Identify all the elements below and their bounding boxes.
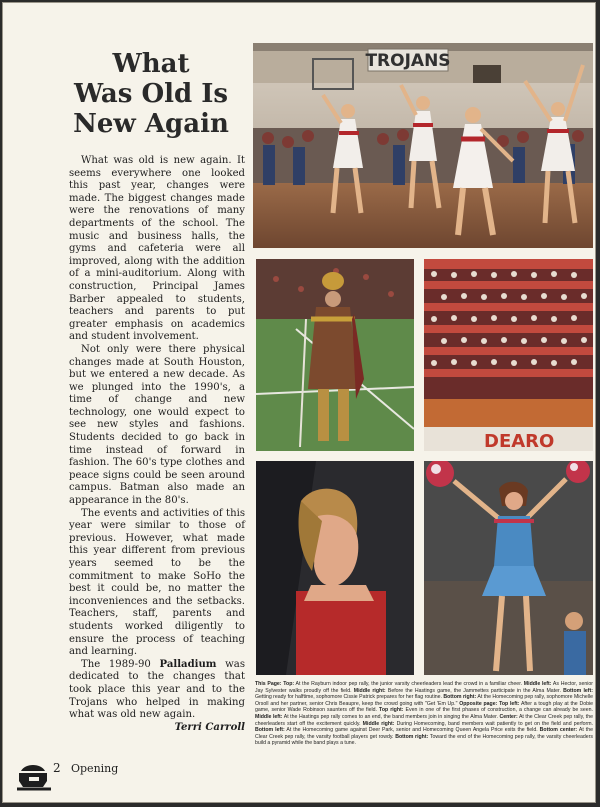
body-copy: [69, 155, 245, 734]
page-folio: [17, 761, 157, 793]
hector-mascot-image: [256, 259, 414, 451]
photo-flag-girl-profile: [256, 461, 414, 675]
photo-caption: This Page: Top: At the Rayburn indoor pep rally, the junior varsity cheerleaders lead the crowd in a familiar cheer. Middle left: As Hector, senior Jay Sylvester walks proudly off the field. Middle right: Before the Hastings game, the Jammettes participate in the Alma Mater. Bottom left: Getting ready for halftime, sophomore Cissie Patrick prepares for her flag routine. Bottom right: At the Homecoming pep rally, sophomore Michelle Orsoll and her partner, senior Chris Beaupre, keep the crowd going with "Get 'Em Up." Opposite page: Top left: After a tough play at the Dobie game, senior Wade Robinson saunters off the field. Top right: Even in one of the first phases of construction, a change can already be seen. Middle left: At the Hastings pep rally comes to an end, the band members join in singing the Alma Mater. Center: At the Clear Creek pep rally, the cheerleaders start off the excitement quickly. Middle right: During Homecoming, band members wait patiently to get on the field and perform. Bottom left: At the Homecoming game against Deer Park, senior and Homecoming Queen Angela Price exits the field. Bottom center: At the Clear Creek pep rally, the varsity football players get rowdy. Bottom right: Toward the end of the Homecoming pep rally, the varsity cheerleaders build a pyramid while the band plays a tune.: [255, 681, 594, 747]
body-paragraph-1: What was old is new again. It seems everywhere one looked this past year, changes were made. The biggest changes made were the renovations of many departments of the school. The music and business halls, the gyms and cafeteria were all improved, along with the addition of a mini-auditorium. Along with construction, Principal James Barber appealed to students, teachers and parents to put greater emphasis on academics and student involvement.: [69, 155, 245, 343]
photo-band-stands: [424, 259, 593, 451]
body-paragraph-4: The 1989-90 Palladium was dedicated to the changes that took place this year and to the Trojans who helped in making what was old new again.: [69, 658, 245, 721]
headline-line-2: Was Old Is: [73, 79, 229, 109]
svg-text:TROJANS: TROJANS: [365, 51, 451, 71]
cheerleader-pep-rally-image: [424, 461, 593, 675]
section-name: Opening: [71, 762, 119, 775]
svg-text:DEARO: DEARO: [484, 431, 555, 451]
yearbook-page: [2, 2, 596, 803]
photo-cheerleaders-gym: [253, 43, 593, 248]
body-paragraph-3: The events and activities of this year were similar to those of previous. However, what made this year different from previous years seemed to be the commitment to make SoHo the best it could be, no matter the inconveniences and the setbacks. Teachers, staff, parents and students worked diligently to ensure the process of teaching and learning.: [69, 507, 245, 658]
headline-line-1: What: [112, 49, 190, 79]
photo-cheerleader-pep-rally: [424, 461, 593, 675]
body-paragraph-2: Not only were there physical changes made at South Houston, but we entered a new decade. As we plunged into the 1990's, a time of change and new technology, one would expect to see new styles and fashions. Students decided to go back in time instead of forward in fashion. The 60's type clothes and peace signs could be seen around campus. Batman also made an appearance in the 80's.: [69, 343, 245, 507]
headline-line-3: New Again: [73, 109, 229, 139]
photo-hector-mascot: [256, 259, 414, 451]
headline: [61, 49, 241, 139]
trojan-helmet-icon: [17, 761, 51, 791]
band-stands-image: [424, 259, 593, 451]
cheerleaders-gym-image: [253, 43, 593, 248]
yearbook-name: Palladium: [159, 658, 217, 670]
author-signature: Terri Carroll: [174, 721, 245, 733]
page-number: 2: [53, 761, 61, 775]
flag-girl-profile-image: [256, 461, 414, 675]
